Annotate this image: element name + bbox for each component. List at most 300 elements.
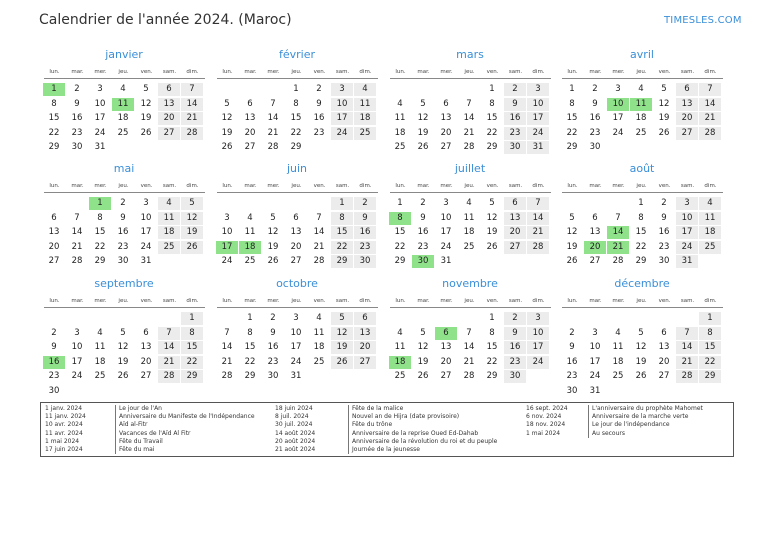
day-cell: 14 [699, 98, 721, 111]
holiday-day-cell: 17 [216, 241, 238, 254]
day-cell: 12 [486, 212, 498, 223]
legend-date: 10 avr. 2024 [45, 421, 83, 429]
day-cell: 21 [181, 112, 203, 125]
day-cell: 14 [313, 227, 325, 237]
day-cell: 13 [589, 227, 601, 237]
weekday-label: lun. [49, 298, 60, 304]
day-cell: 14 [158, 341, 180, 354]
day-cell: 22 [699, 356, 721, 369]
legend-date: 1 mai 2024 [45, 437, 80, 445]
day-cell: 21 [71, 241, 83, 252]
month-name: décembre [614, 277, 670, 290]
weekday-label: ven. [658, 298, 671, 304]
day-cell: 28 [463, 371, 475, 381]
day-cell: 2 [661, 198, 667, 208]
legend-date: 20 août 2024 [275, 437, 316, 445]
day-cell: 7 [699, 83, 721, 96]
day-cell: 23 [589, 127, 601, 138]
day-cell: 5 [120, 327, 126, 338]
day-cell: 20 [140, 356, 152, 367]
day-cell: 4 [397, 327, 403, 338]
weekday-label: lun. [222, 69, 233, 75]
day-cell: 15 [635, 227, 647, 237]
weekday-label: sam. [508, 298, 523, 304]
day-cell: 5 [420, 98, 426, 109]
day-cell: 11 [313, 327, 325, 338]
day-cell: 19 [635, 356, 647, 367]
holiday-day-cell: 18 [239, 241, 261, 254]
weekday-label: sam. [680, 183, 695, 189]
day-cell: 25 [612, 371, 624, 381]
day-cell: 20 [48, 241, 60, 252]
legend-holiday-name: Anniversaire de la révolution du roi et du peuple [348, 438, 497, 446]
month-divider [562, 78, 723, 79]
day-cell: 12 [117, 342, 129, 352]
day-cell: 3 [293, 313, 299, 323]
day-cell: 5 [181, 197, 203, 210]
day-cell: 8 [331, 212, 353, 225]
day-cell: 2 [74, 84, 80, 94]
day-cell: 13 [440, 113, 452, 123]
day-cell: 28 [699, 127, 721, 140]
weekday-label: sam. [335, 69, 350, 75]
day-cell: 18 [635, 113, 647, 123]
day-cell: 21 [676, 356, 698, 369]
day-cell: 2 [120, 198, 126, 208]
day-cell: 15 [699, 341, 721, 354]
day-cell: 9 [569, 342, 575, 352]
day-cell: 21 [267, 127, 279, 138]
legend-holiday-name: Le jour de l'indépendance [588, 421, 670, 429]
day-cell: 23 [417, 241, 429, 252]
day-cell: 26 [181, 241, 203, 254]
day-cell: 12 [331, 327, 353, 340]
day-cell: 10 [94, 98, 106, 109]
day-cell: 18 [699, 226, 721, 239]
day-cell: 17 [440, 227, 452, 237]
day-cell: 12 [635, 342, 647, 352]
legend-holiday-name: Anniversaire de la marche verte [588, 413, 688, 421]
month-name: septembre [94, 277, 154, 290]
day-cell: 1 [397, 198, 403, 208]
day-cell: 18 [313, 342, 325, 352]
day-cell: 2 [592, 84, 598, 94]
day-cell: 26 [486, 241, 498, 252]
weekday-label: mar. [417, 183, 430, 189]
weekday-label: mer. [612, 183, 625, 189]
day-cell: 3 [143, 198, 149, 208]
day-cell: 12 [181, 212, 203, 225]
month-name: février [278, 48, 316, 61]
day-cell: 21 [463, 127, 475, 138]
day-cell: 8 [569, 98, 575, 109]
day-cell: 30 [354, 255, 376, 268]
month-divider [217, 192, 378, 193]
day-cell: 6 [354, 312, 376, 325]
day-cell: 4 [638, 84, 644, 94]
legend-holiday-name: Fête de la malice [348, 405, 403, 413]
day-cell: 14 [71, 227, 83, 237]
day-cell: 16 [417, 227, 429, 237]
day-cell: 12 [267, 227, 279, 237]
weekday-label: dim. [704, 298, 717, 304]
day-cell: 1 [489, 313, 495, 323]
month-divider [44, 307, 205, 308]
day-cell: 7 [466, 98, 472, 109]
day-cell: 18 [117, 113, 129, 123]
day-cell: 25 [463, 241, 475, 252]
day-cell: 19 [181, 226, 203, 239]
day-cell: 19 [117, 356, 129, 367]
day-cell: 29 [331, 255, 353, 268]
day-cell: 14 [463, 342, 475, 352]
day-cell: 26 [267, 256, 279, 266]
day-cell: 26 [140, 127, 152, 138]
day-cell: 18 [612, 356, 624, 367]
day-cell: 24 [676, 241, 698, 254]
day-cell: 25 [394, 371, 406, 381]
day-cell: 27 [140, 371, 152, 381]
day-cell: 16 [267, 342, 279, 352]
weekday-label: ven. [140, 69, 153, 75]
month-name: avril [630, 48, 654, 61]
day-cell: 23 [504, 127, 526, 140]
day-cell: 17 [290, 342, 302, 352]
holiday-day-cell: 11 [112, 98, 134, 111]
day-cell: 26 [221, 142, 233, 152]
month-divider [562, 192, 723, 193]
day-cell: 24 [94, 127, 106, 138]
weekday-label: sam. [162, 183, 177, 189]
day-cell: 20 [504, 226, 526, 239]
day-cell: 31 [440, 256, 452, 266]
day-cell: 3 [74, 327, 80, 338]
day-cell: 27 [48, 256, 60, 266]
day-cell: 18 [94, 356, 106, 367]
day-cell: 4 [466, 198, 472, 208]
day-cell: 7 [676, 327, 698, 340]
day-cell: 25 [354, 127, 376, 140]
month-name: août [629, 162, 655, 175]
day-cell: 24 [290, 356, 302, 367]
holiday-day-cell: 6 [435, 327, 457, 340]
legend-holiday-name: Journée de la jeunesse [348, 446, 420, 454]
day-cell: 26 [417, 142, 429, 152]
weekday-label: ven. [658, 183, 671, 189]
day-cell: 2 [420, 198, 426, 208]
weekday-label: lun. [49, 183, 60, 189]
weekday-label: lun. [567, 298, 578, 304]
legend-holiday-name: Fête du mai [115, 446, 154, 454]
day-cell: 19 [658, 113, 670, 123]
day-cell: 24 [612, 127, 624, 138]
day-cell: 30 [504, 370, 526, 383]
legend-date: 11 avr. 2024 [45, 429, 83, 437]
day-cell: 22 [94, 241, 106, 252]
day-cell: 4 [615, 327, 621, 338]
day-cell: 12 [140, 98, 152, 109]
day-cell: 3 [224, 212, 230, 223]
day-cell: 9 [354, 212, 376, 225]
legend-date: 11 janv. 2024 [45, 413, 86, 421]
weekday-label: ven. [313, 183, 326, 189]
day-cell: 14 [181, 98, 203, 111]
weekday-label: mar. [71, 183, 84, 189]
day-cell: 8 [489, 98, 495, 109]
day-cell: 27 [676, 127, 698, 140]
day-cell: 22 [331, 241, 353, 254]
day-cell: 24 [527, 127, 549, 140]
weekday-label: ven. [486, 183, 499, 189]
day-cell: 3 [527, 312, 549, 325]
legend-date: 21 août 2024 [275, 445, 316, 453]
day-cell: 27 [158, 127, 180, 140]
legend-date: 17 juin 2024 [45, 445, 83, 453]
day-cell: 26 [117, 371, 129, 381]
day-cell: 25 [394, 142, 406, 152]
legend-date: 6 nov. 2024 [526, 413, 562, 421]
legend-holiday-name: Aïd al-Fitr [115, 421, 148, 429]
day-cell: 5 [638, 327, 644, 338]
day-cell: 16 [354, 226, 376, 239]
day-cell: 5 [661, 84, 667, 94]
day-cell: 24 [527, 356, 549, 369]
day-cell: 28 [463, 142, 475, 152]
weekday-label: lun. [395, 183, 406, 189]
holiday-day-cell: 1 [43, 83, 65, 96]
day-cell: 25 [244, 256, 256, 266]
month-divider [390, 192, 551, 193]
day-cell: 10 [440, 212, 452, 223]
day-cell: 2 [316, 84, 322, 94]
legend-date: 8 juil. 2024 [275, 413, 309, 421]
day-cell: 5 [224, 98, 230, 109]
day-cell: 16 [658, 227, 670, 237]
day-cell: 22 [635, 241, 647, 252]
day-cell: 13 [354, 327, 376, 340]
day-cell: 4 [247, 212, 253, 223]
weekday-label: mer. [267, 298, 280, 304]
day-cell: 8 [699, 327, 721, 340]
day-cell: 6 [676, 83, 698, 96]
day-cell: 27 [290, 256, 302, 266]
legend-holiday-name: Fête du trône [348, 421, 392, 429]
day-cell: 30 [117, 256, 129, 266]
weekday-label: jeu. [464, 298, 475, 304]
day-cell: 29 [94, 256, 106, 266]
day-cell: 21 [463, 356, 475, 367]
day-cell: 11 [699, 212, 721, 225]
day-cell: 26 [331, 356, 353, 369]
day-cell: 28 [676, 370, 698, 383]
day-cell: 27 [440, 142, 452, 152]
day-cell: 6 [592, 212, 598, 223]
day-cell: 13 [244, 113, 256, 123]
weekday-label: dim. [532, 183, 545, 189]
day-cell: 18 [394, 127, 406, 138]
month-divider [390, 78, 551, 79]
day-cell: 23 [117, 241, 129, 252]
weekday-label: jeu. [118, 298, 129, 304]
day-cell: 29 [699, 370, 721, 383]
weekday-label: mar. [71, 298, 84, 304]
weekday-label: ven. [313, 298, 326, 304]
holiday-day-cell: 18 [389, 356, 411, 369]
day-cell: 22 [181, 356, 203, 369]
day-cell: 4 [316, 313, 322, 323]
day-cell: 26 [635, 371, 647, 381]
month-divider [44, 78, 205, 79]
day-cell: 15 [486, 342, 498, 352]
weekday-label: dim. [359, 298, 372, 304]
day-cell: 12 [221, 113, 233, 123]
site-brand-link[interactable]: TIMESLES.COM [664, 15, 742, 26]
legend-date: 14 août 2024 [275, 429, 316, 437]
day-cell: 29 [394, 256, 406, 266]
day-cell: 10 [221, 227, 233, 237]
day-cell: 22 [394, 241, 406, 252]
day-cell: 4 [397, 98, 403, 109]
day-cell: 5 [569, 212, 575, 223]
day-cell: 19 [566, 241, 578, 252]
weekday-label: jeu. [464, 183, 475, 189]
day-cell: 13 [658, 342, 670, 352]
day-cell: 27 [504, 241, 526, 254]
day-cell: 8 [97, 212, 103, 223]
day-cell: 29 [486, 142, 498, 152]
weekday-label: lun. [222, 183, 233, 189]
day-cell: 2 [354, 197, 376, 210]
day-cell: 15 [566, 113, 578, 123]
day-cell: 11 [463, 212, 475, 223]
day-cell: 15 [394, 227, 406, 237]
weekday-label: mar. [244, 69, 257, 75]
day-cell: 9 [120, 212, 126, 223]
day-cell: 18 [463, 227, 475, 237]
legend-date: 18 juin 2024 [275, 405, 313, 412]
day-cell: 1 [293, 84, 299, 94]
day-cell: 3 [331, 83, 353, 96]
weekday-label: jeu. [291, 183, 302, 189]
weekday-label: mer. [267, 183, 280, 189]
weekday-label: jeu. [291, 69, 302, 75]
day-cell: 5 [420, 327, 426, 338]
day-cell: 22 [486, 356, 498, 367]
day-cell: 8 [638, 212, 644, 223]
day-cell: 20 [354, 341, 376, 354]
holiday-day-cell: 1 [89, 197, 111, 210]
holiday-day-cell: 11 [630, 98, 652, 111]
weekday-label: dim. [704, 183, 717, 189]
day-cell: 22 [486, 127, 498, 138]
weekday-label: jeu. [636, 69, 647, 75]
day-cell: 9 [316, 98, 322, 109]
day-cell: 31 [140, 256, 152, 266]
day-cell: 21 [221, 356, 233, 367]
day-cell: 21 [158, 356, 180, 369]
legend-date: 18 nov. 2024 [526, 421, 566, 429]
day-cell: 17 [589, 356, 601, 367]
legend-holiday-name: Anniversaire du Manifeste de l'Indépendance [115, 413, 255, 421]
weekday-label: mar. [244, 298, 257, 304]
day-cell: 29 [244, 371, 256, 381]
day-cell: 21 [313, 241, 325, 252]
month-name: juin [286, 162, 308, 175]
month-divider [44, 192, 205, 193]
day-cell: 11 [612, 342, 624, 352]
day-cell: 24 [331, 127, 353, 140]
day-cell: 27 [244, 142, 256, 152]
legend-holiday-name: Anniversaire de la reprise Oued Ed-Dahab [348, 430, 478, 438]
day-cell: 31 [589, 385, 601, 396]
day-cell: 29 [566, 142, 578, 152]
day-cell: 8 [293, 98, 299, 109]
weekday-label: sam. [335, 183, 350, 189]
day-cell: 1 [638, 198, 644, 208]
day-cell: 2 [504, 83, 526, 96]
weekday-label: jeu. [636, 298, 647, 304]
day-cell: 10 [331, 98, 353, 111]
day-cell: 28 [71, 256, 83, 266]
day-cell: 20 [290, 241, 302, 252]
weekday-label: lun. [567, 69, 578, 75]
legend-date: 1 janv. 2024 [45, 405, 83, 412]
day-cell: 29 [486, 371, 498, 381]
day-cell: 3 [676, 197, 698, 210]
day-cell: 16 [504, 112, 526, 125]
day-cell: 22 [244, 356, 256, 367]
day-cell: 9 [661, 212, 667, 223]
day-cell: 27 [440, 371, 452, 381]
day-cell: 23 [658, 241, 670, 252]
day-cell: 1 [569, 84, 575, 94]
day-cell: 19 [417, 127, 429, 138]
day-cell: 10 [290, 327, 302, 338]
day-cell: 29 [48, 142, 60, 152]
weekday-label: dim. [532, 298, 545, 304]
day-cell: 19 [331, 341, 353, 354]
day-cell: 25 [313, 356, 325, 367]
day-cell: 7 [181, 83, 203, 96]
weekday-label: sam. [162, 69, 177, 75]
day-cell: 18 [158, 226, 180, 239]
day-cell: 10 [676, 212, 698, 225]
day-cell: 7 [615, 212, 621, 223]
day-cell: 30 [658, 256, 670, 266]
day-cell: 25 [117, 127, 129, 138]
day-cell: 18 [354, 112, 376, 125]
day-cell: 24 [71, 371, 83, 381]
day-cell: 24 [221, 256, 233, 266]
day-cell: 13 [504, 212, 526, 225]
day-cell: 4 [158, 197, 180, 210]
weekday-label: sam. [335, 298, 350, 304]
day-cell: 13 [140, 342, 152, 352]
holiday-day-cell: 16 [43, 356, 65, 369]
holiday-day-cell: 20 [584, 241, 606, 254]
holiday-legend [40, 402, 734, 457]
day-cell: 5 [489, 198, 495, 208]
day-cell: 4 [120, 84, 126, 94]
day-cell: 17 [140, 227, 152, 237]
day-cell: 28 [527, 241, 549, 254]
weekday-label: ven. [140, 183, 153, 189]
day-cell: 7 [270, 98, 276, 109]
day-cell: 20 [158, 112, 180, 125]
day-cell: 31 [527, 141, 549, 154]
day-cell: 20 [440, 356, 452, 367]
day-cell: 1 [699, 312, 721, 325]
